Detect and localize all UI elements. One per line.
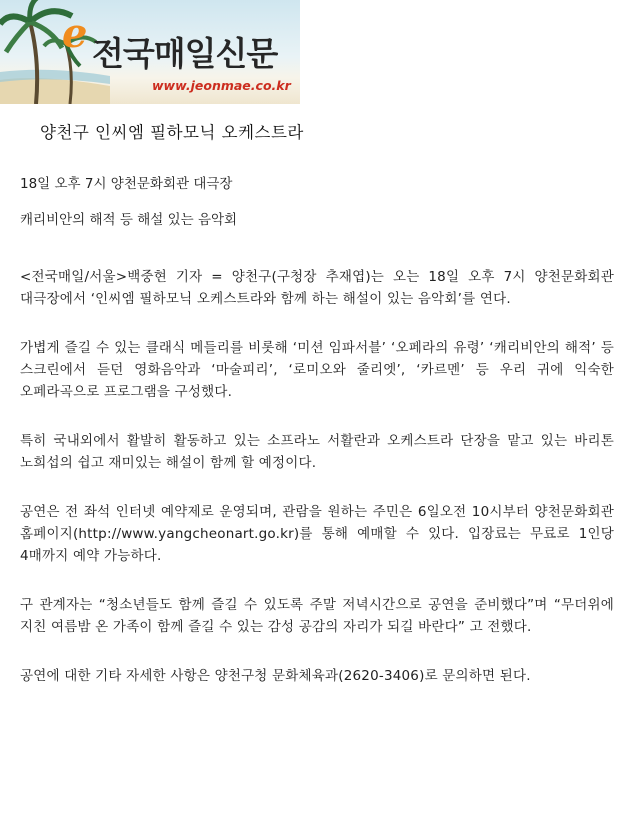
article-paragraph: 공연에 대한 기타 자세한 사항은 양천구청 문화체육과(2620-3406)로 문의하면 된다. bbox=[20, 668, 531, 684]
site-url[interactable]: www.jeonmae.co.kr bbox=[152, 78, 291, 93]
article-body bbox=[20, 266, 614, 687]
masthead bbox=[0, 0, 300, 104]
article-paragraph: 공연은 전 좌석 인터넷 예약제로 운영되며, 관람을 원하는 주민은 6일오전 10시부터 양천문화회관 홈페이지(http://www.yangcheonart.go.kr)를 통해 예매할 수 있다. 입장료는 무료로 1인당 4매까지 예약 가능하다. bbox=[20, 504, 614, 564]
article bbox=[20, 118, 614, 714]
site-logo-name: 전국매일신문 bbox=[92, 34, 278, 73]
article-headline: 양천구 인씨엠 필하모닉 오케스트라 bbox=[40, 123, 304, 142]
article-paragraph: 구 관계자는 “청소년들도 함께 즐길 수 있도록 주말 저녁시간으로 공연을 준비했다”며 “무더위에 지친 여름밤 온 가족이 함께 즐길 수 있는 감성 공감의 자리가 되길 바란다” 고 전했다. bbox=[20, 597, 614, 635]
article-paragraph: <전국매일/서울>백중현 기자 = 양천구(구청장 추재엽)는 오는 18일 오후 7시 양천문화회관 대극장에서 ‘인씨엠 필하모닉 오케스트라와 함께 하는 해설이 있는 음악회’를 연다. bbox=[20, 269, 614, 307]
article-subhead-2: 캐리비안의 해적 등 해설 있는 음악회 bbox=[20, 212, 238, 228]
article-paragraph: 가볍게 즐길 수 있는 클래식 메들리를 비롯해 ‘미션 임파서블’ ‘오페라의 유령’ ‘캐리비안의 해적’ 등 스크린에서 듣던 영화음악과 ‘마술피리’, ‘로미오와 줄리엣’, ‘카르멘’ 등 우리 귀에 익숙한 오페라곡으로 프로그램을 구성했다. bbox=[20, 340, 614, 400]
logo-e-mark: e bbox=[62, 10, 88, 57]
article-subhead-1: 18일 오후 7시 양천문화회관 대극장 bbox=[20, 176, 233, 192]
article-paragraph: 특히 국내외에서 활발히 활동하고 있는 소프라노 서활란과 오케스트라 단장을 맡고 있는 바리톤 노희섭의 쉽고 재미있는 해설이 함께 할 예정이다. bbox=[20, 433, 614, 471]
